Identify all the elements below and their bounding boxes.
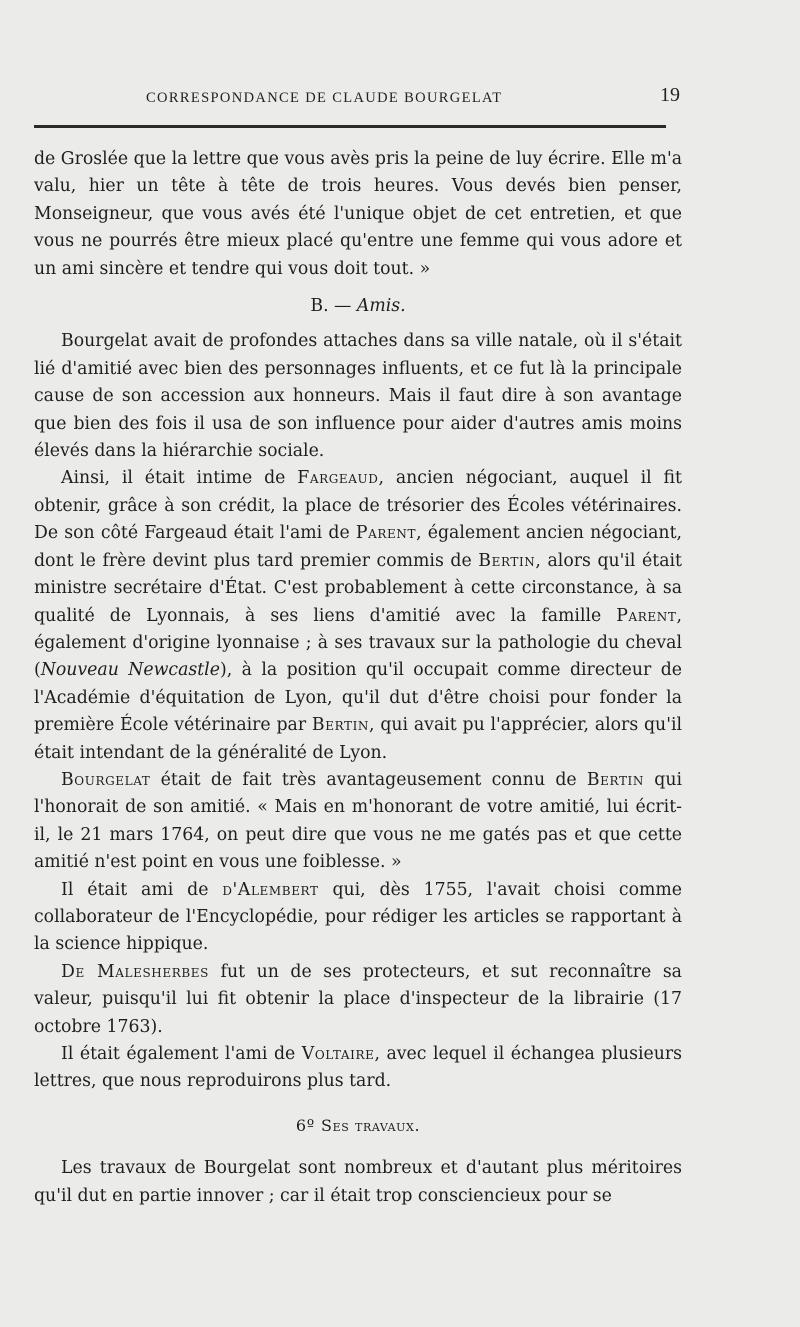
- person-name: Bourgelat: [61, 769, 151, 790]
- text-segment: qui, dès 1755, l'avait choisi comme collaborateur de l'Encyclopédie, pour rédiger les articles se rapportant à la science hippique.: [34, 879, 683, 955]
- subheading-letter: B. —: [310, 296, 357, 317]
- page-number: 19: [660, 84, 680, 106]
- paragraph-voltaire: [34, 1041, 682, 1096]
- text-segment: Il était ami de: [61, 879, 223, 900]
- header-rule: [34, 125, 666, 128]
- text-segment: , également d'origine lyonnaise ; à ses travaux sur la pathologie du cheval (: [34, 605, 682, 681]
- subheading-amis: [34, 293, 682, 320]
- subheading-title: Amis.: [356, 296, 406, 317]
- body-text: [34, 146, 682, 1210]
- paragraph-travaux: Les travaux de Bourgelat sont nombreux et d'autant plus méritoires qu'il dut en partie innover ; car il était trop consciencieux pour se: [34, 1158, 682, 1206]
- text-segment: fut un de ses protecteurs, et sut reconnaître sa valeur, puisqu'il lui fit obtenir la place d'inspecteur de la librairie (17 octobre 1763).: [34, 961, 682, 1037]
- person-name: Bertin: [311, 715, 370, 736]
- person-name: Parent: [355, 523, 417, 544]
- person-name: Voltaire: [301, 1044, 375, 1064]
- section-number: 6º: [295, 1115, 322, 1135]
- paragraph-bertin: [34, 767, 682, 877]
- person-name: d'Alembert: [222, 879, 319, 900]
- text-segment: qui l'honorait de son amitié. « Mais en m'honorant de votre amitié, lui écrit-il, le 21 mars 1764, on peut dire que vous ne me gatés pas et que cette amitié n'est point en vous une foiblesse. »: [34, 769, 682, 873]
- text-segment: , avec lequel il échangea plusieurs lettres, que nous reproduirons plus tard.: [34, 1044, 682, 1092]
- paragraph-malesherbes: [34, 959, 682, 1041]
- text-segment: , alors qu'il était ministre secrétaire d'État. C'est probablement à cette circonstance, à sa qualité de Lyonnais, à ses liens d'amitié avec la famille: [34, 550, 682, 626]
- person-name: Bertin: [478, 550, 536, 571]
- book-title: Nouveau Newcastle: [40, 660, 220, 681]
- running-head-title: CORRESPONDANCE DE CLAUDE BOURGELAT: [146, 90, 503, 106]
- paragraph-dalembert: [34, 877, 682, 959]
- text-segment: , ancien négociant, auquel il fit obtenir, grâce à son crédit, la place de trésorier des Écoles vétérinaires. De son côté Fargeaud était l'ami de: [34, 468, 682, 544]
- paragraph-fargeaud: [34, 465, 682, 766]
- section-title: Ses travaux.: [321, 1115, 421, 1135]
- paragraph-letter-end: de Groslée que la lettre que vous avès pris la peine de luy écrire. Elle m'a valu, hier un tête à tête de trois heures. Vous devés bien penser, Monseigneur, que vous avés été l'unique objet de cet entretien, et que vous ne pourrés être mieux placé qu'entre une femme qui vous adore et un ami sincère et tendre qui vous doit tout. »: [34, 149, 682, 279]
- text-segment: Il était également l'ami de: [61, 1044, 302, 1064]
- paragraph-attaches: Bourgelat avait de profondes attaches dans sa ville natale, où il s'était lié d'amitié avec bien des personnages influents, et ce fut là la principale cause de son accession aux honneurs. Mais il faut dire à son avantage que bien des fois il usa de son influence pour aider d'autres amis moins élevés dans la hiérarchie sociale.: [34, 331, 682, 462]
- person-name: Bertin: [586, 769, 645, 790]
- text-segment: ), à la position qu'il occupait comme directeur de l'Académie d'équitation de Lyon, qu'il dut d'être choisi pour fonder la première École vétérinaire par: [34, 660, 682, 736]
- text-segment: , qui avait pu l'apprécier, alors qu'il était intendant de la généralité de Lyon.: [34, 715, 682, 763]
- running-head: [40, 84, 680, 114]
- text-segment: était de fait très avantageusement connu de: [150, 769, 587, 790]
- text-segment: Ainsi, il était intime de: [61, 468, 298, 489]
- person-name: De Malesherbes: [61, 961, 209, 982]
- person-name: Parent: [616, 605, 677, 626]
- section-heading-travaux: [34, 1112, 682, 1139]
- text-segment: , également ancien négociant, dont le frère devint plus tard premier commis de: [34, 523, 683, 571]
- person-name: Fargeaud: [297, 468, 379, 489]
